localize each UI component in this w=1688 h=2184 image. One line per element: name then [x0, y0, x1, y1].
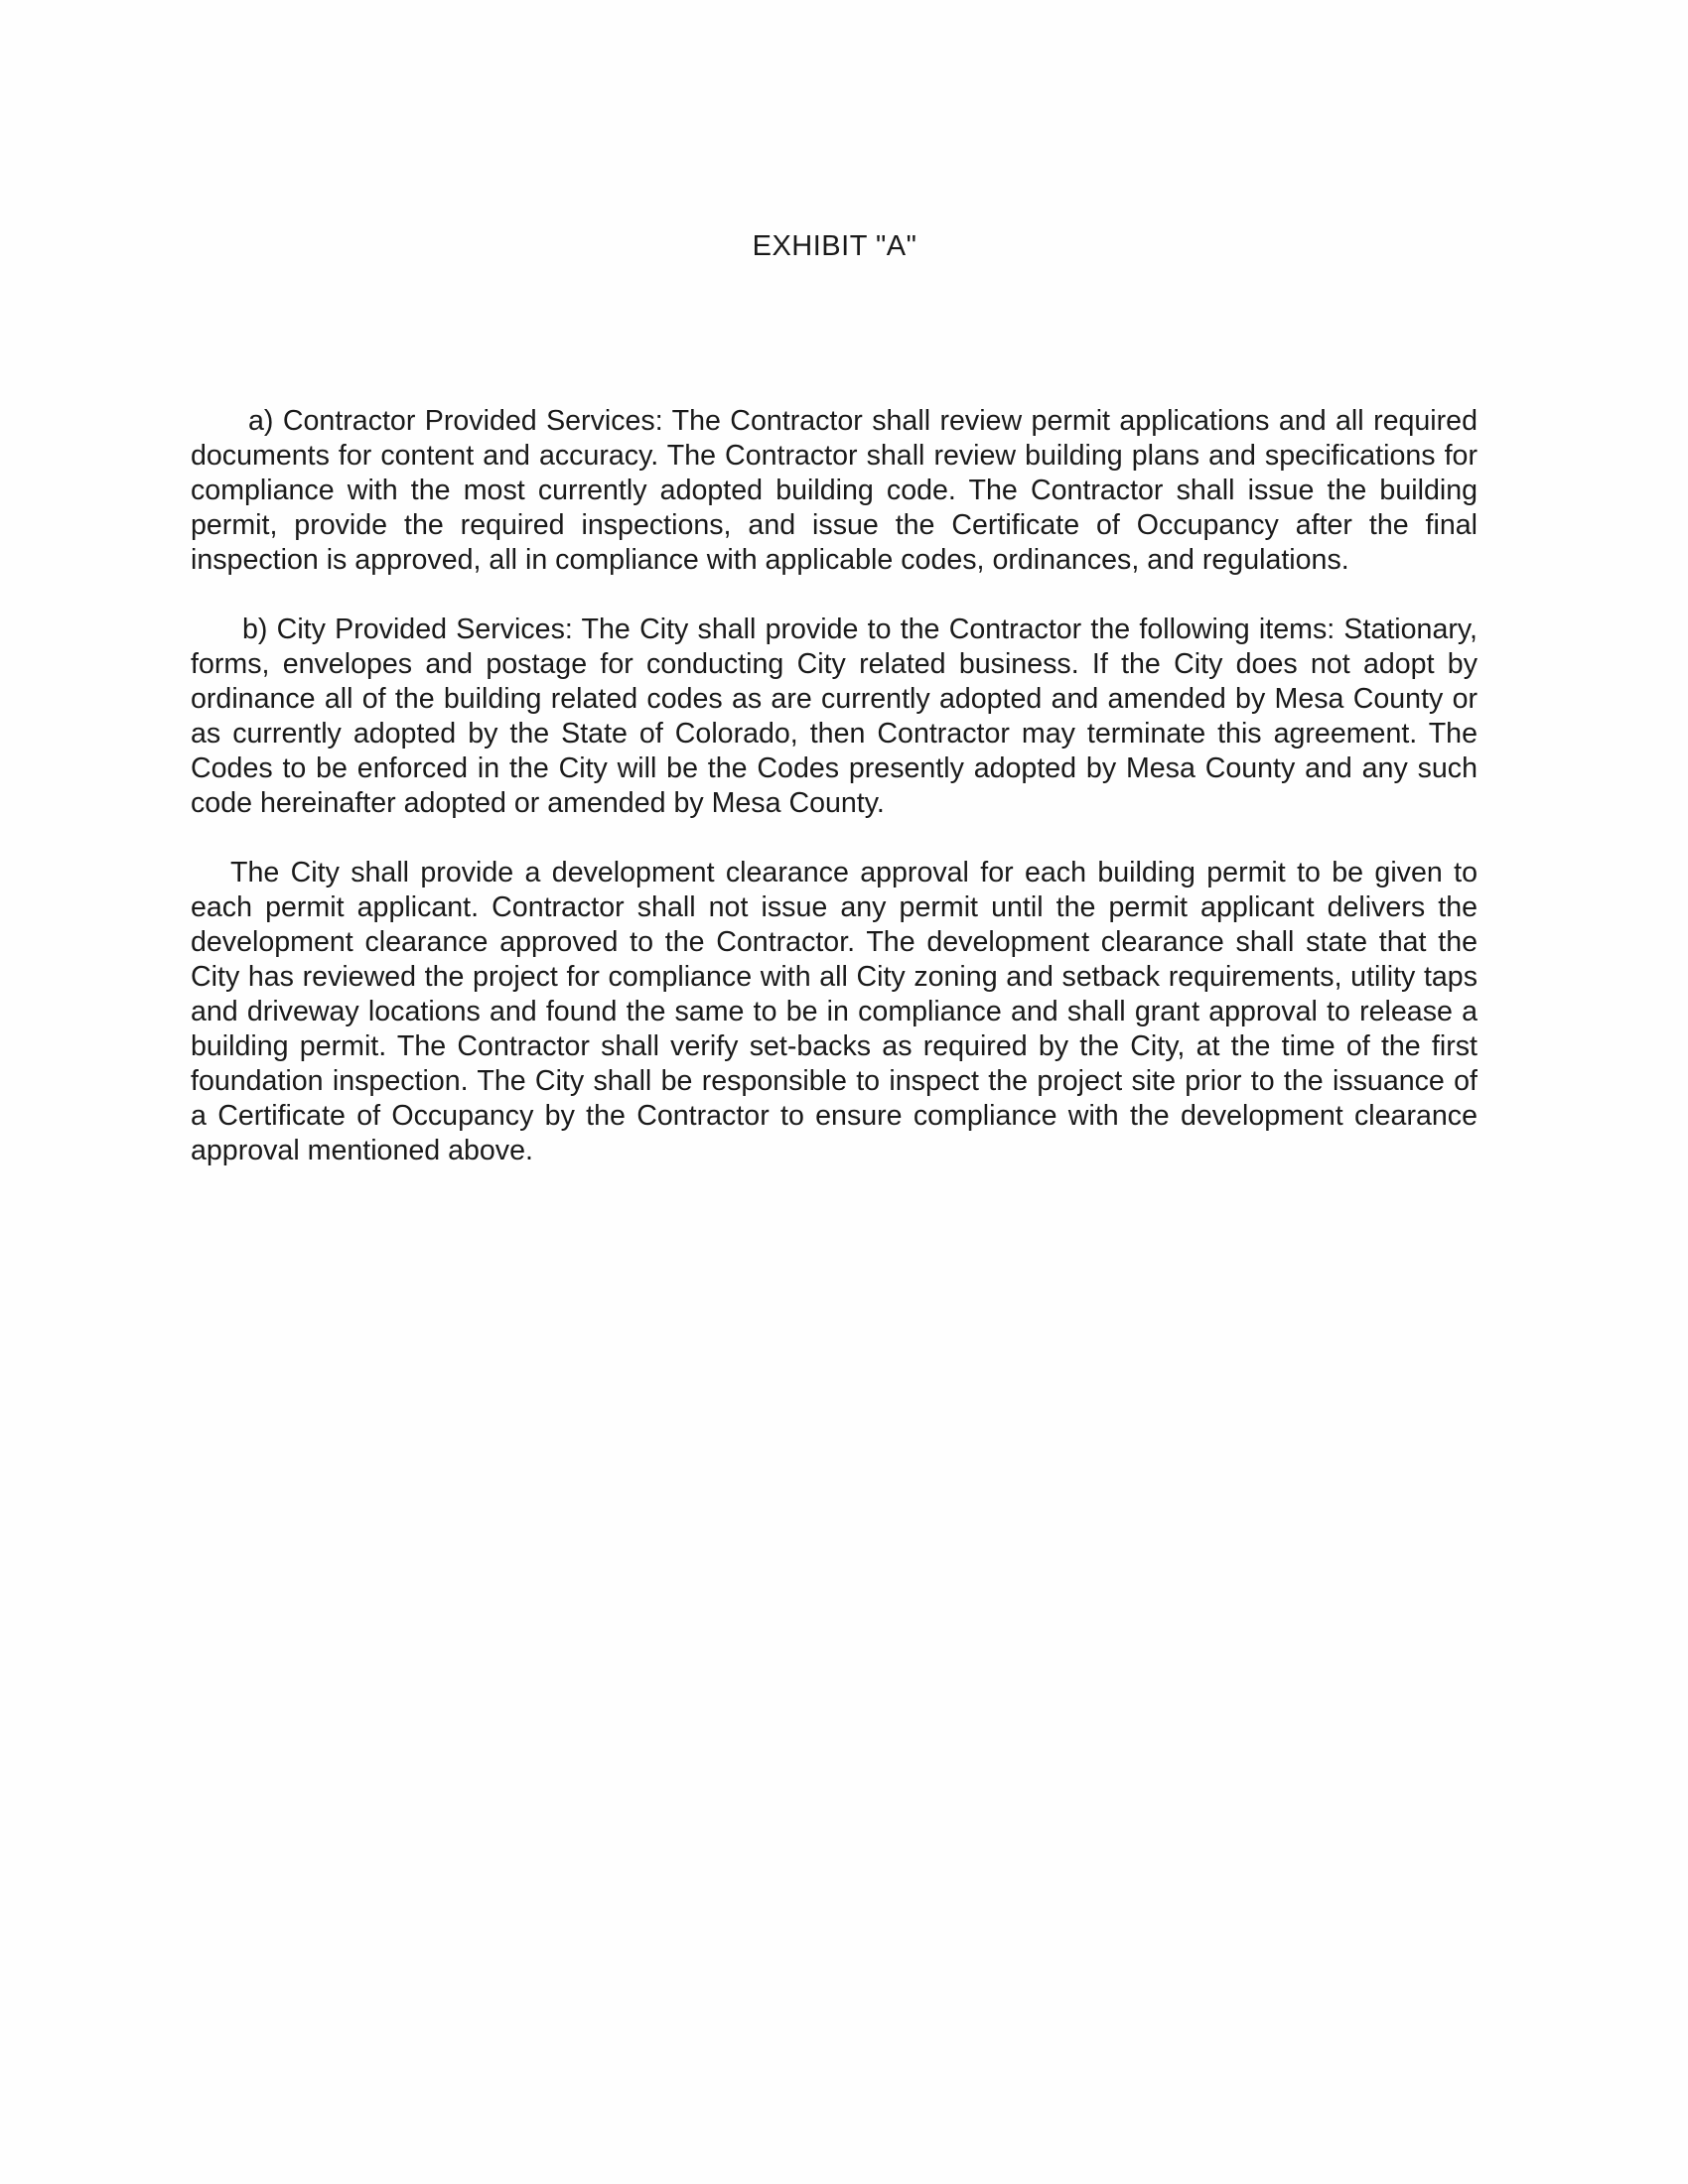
exhibit-title: EXHIBIT "A" [752, 230, 917, 262]
paragraph-city-services: b) City Provided Services: The City shall provide to the Contractor the following items: Stationary, forms, envelopes and postage for conducting City related business. If the City does not adopt by ordinance all of the building related codes as are currently adopted and amended by Mesa County or as currently adopted by the State of Colorado, then Contractor may terminate this agreement. The Codes to be enforced in the City will be the Codes presently adopted by Mesa County and any such code hereinafter adopted or amended by Mesa County. [191, 614, 1477, 819]
document-body [191, 404, 1477, 1203]
paragraph-development-clearance: The City shall provide a development clearance approval for each building permit to be given to each permit applicant. Contractor shall not issue any permit until the permit applicant delivers the development clearance approved to the Contractor. The development clearance shall state that the City has reviewed the project for compliance with all City zoning and setback requirements, utility taps and driveway locations and found the same to be in compliance and shall grant approval to release a building permit. The Contractor shall verify set-backs as required by the City, at the time of the first foundation inspection. The City shall be responsible to inspect the project site prior to the issuance of a Certificate of Occupancy by the Contractor to ensure compliance with the development clearance approval mentioned above. [191, 857, 1477, 1166]
paragraph-contractor-services: a) Contractor Provided Services: The Contractor shall review permit applications and all required documents for content and accuracy. The Contractor shall review building plans and specifications for compliance with the most currently adopted building code. The Contractor shall issue the building permit, provide the required inspections, and issue the Certificate of Occupancy after the final inspection is approved, all in compliance with applicable codes, ordinances, and regulations. [191, 405, 1477, 576]
